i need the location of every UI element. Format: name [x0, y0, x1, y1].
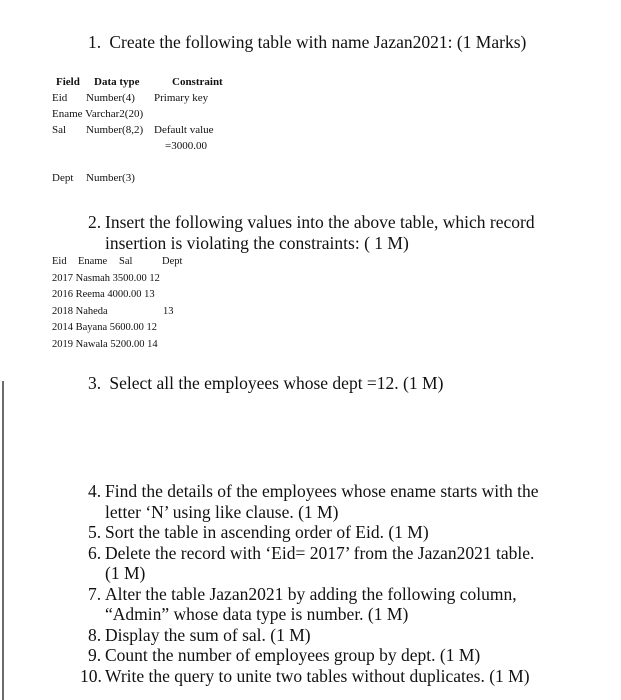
question-2: [88, 212, 588, 254]
schema-field: Sal: [52, 124, 67, 136]
values-row-text: 2017 Nasmah 3500.00 12: [52, 272, 160, 284]
values-row-text: 2018 Naheda: [52, 305, 108, 317]
question-line: Count the number of employees group by dept. (1 M): [105, 645, 481, 665]
schema-type: Number(8,2): [86, 124, 144, 136]
question-number: 9.: [88, 645, 102, 665]
schema-field: Eid: [52, 92, 68, 104]
question-line: Display the sum of sal. (1 M): [105, 624, 311, 645]
question-2-line-2: insertion is violating the constraints: ( 1 M): [105, 233, 409, 253]
question-10: [80, 665, 588, 687]
question-line: Write the query to unite two tables without duplicates. (1 M): [105, 665, 530, 686]
question-5: [88, 522, 588, 543]
margin-line: [2, 381, 4, 700]
question-3-text: Select all the employees whose dept =12. (1 M): [109, 373, 444, 393]
question-3: [88, 373, 443, 394]
schema-default-value: =3000.00: [165, 140, 207, 152]
values-row-text: 2014 Bayana 5600.00 12: [52, 322, 157, 333]
question-number: 10.: [80, 665, 102, 686]
question-number: 7.: [88, 583, 102, 604]
schema-field: Dept: [52, 172, 74, 184]
question-number: 6.: [88, 542, 102, 563]
values-row-text: 2016 Reema 4000.00 13: [52, 289, 155, 300]
question-1: [88, 32, 526, 53]
header-dept: Dept: [162, 256, 183, 267]
values-row-dept: 13: [163, 305, 174, 317]
question-number: 5.: [88, 522, 102, 542]
question-6: [88, 543, 588, 584]
schema-type: Number(4): [86, 92, 135, 104]
schema-type: Number(3): [86, 172, 135, 184]
values-row-text: 2019 Nawala 5200.00 14: [52, 338, 158, 350]
header-sal: Sal: [119, 256, 133, 267]
question-number: 8.: [88, 624, 102, 645]
question-1-text: Create the following table with name Jazan2021: (1 Marks): [109, 32, 527, 52]
schema-line: Ename Varchar2(20): [52, 108, 144, 120]
question-line: Sort the table in ascending order of Eid. (1 M): [105, 522, 429, 542]
header-constraint: Constraint: [172, 76, 223, 88]
question-2-number: 2.: [88, 212, 102, 232]
question-4: [88, 481, 588, 522]
question-list: [80, 481, 588, 686]
question-line: Alter the table Jazan2021 by adding the following column,: [105, 583, 517, 604]
question-line: letter ‘N’ using like clause. (1 M): [105, 501, 339, 522]
question-line: “Admin” whose data type is number. (1 M): [105, 604, 409, 624]
question-line: Find the details of the employees whose ename starts with the: [105, 481, 539, 501]
header-data-type: Data type: [94, 76, 140, 88]
question-9: [88, 645, 588, 666]
schema-constraint: Default value: [154, 124, 214, 136]
schema-constraint: Primary key: [154, 92, 209, 104]
question-8: [88, 625, 588, 646]
question-line: Delete the record with ‘Eid= 2017’ from the Jazan2021 table.: [105, 542, 535, 563]
question-number: 4.: [88, 481, 102, 501]
question-3-number: 3.: [88, 373, 102, 393]
question-2-line-1: Insert the following values into the above table, which record: [105, 212, 535, 232]
question-1-number: 1.: [88, 32, 102, 52]
header-field: Field: [56, 76, 80, 88]
question-7: [88, 584, 588, 625]
header-ename: Ename: [78, 256, 108, 267]
header-eid: Eid: [52, 256, 67, 267]
question-line: (1 M): [105, 563, 146, 583]
